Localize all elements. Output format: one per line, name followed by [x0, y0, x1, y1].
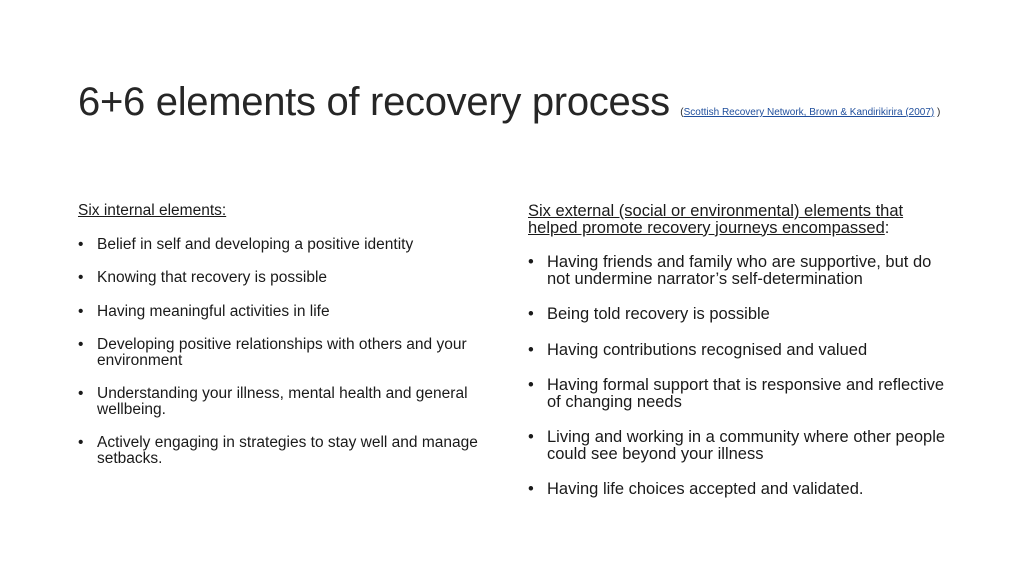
list-item: • Living and working in a community where other people could see beyond your illness — [528, 429, 948, 462]
internal-elements-column — [78, 203, 503, 484]
citation-close: ) — [934, 107, 941, 118]
list-item: • Knowing that recovery is possible — [78, 270, 503, 286]
slide-title — [78, 80, 940, 125]
citation — [680, 107, 940, 118]
internal-elements-heading: Six internal elements: — [78, 202, 227, 219]
citation-open: ( — [680, 107, 684, 118]
list-item: • Actively engaging in strategies to stay well and manage setbacks. — [78, 435, 503, 466]
list-item: • Being told recovery is possible — [528, 306, 948, 323]
list-item: • Having formal support that is responsive and reflective of changing needs — [528, 377, 948, 410]
list-item: • Having meaningful activities in life — [78, 304, 503, 320]
list-item: • Having contributions recognised and valued — [528, 342, 948, 359]
internal-elements-list — [78, 237, 503, 467]
external-elements-heading — [528, 203, 948, 236]
list-item: • Having life choices accepted and validated. — [528, 481, 948, 498]
external-heading-colon: : — [884, 218, 890, 237]
title-text: 6+6 elements of recovery process — [78, 80, 670, 124]
list-item: • Understanding your illness, mental health and general wellbeing. — [78, 386, 503, 417]
citation-link[interactable]: Scottish Recovery Network, Brown & Kandirikirira (2007) — [683, 107, 935, 118]
list-item: • Having friends and family who are supportive, but do not undermine narrator’s self-determination — [528, 254, 948, 287]
list-item: • Developing positive relationships with others and your environment — [78, 337, 503, 368]
external-elements-list — [528, 254, 948, 498]
external-elements-column — [528, 203, 948, 517]
external-heading-text: Six external (social or environmental) elements that helped promote recovery journeys encompassed — [528, 202, 904, 237]
list-item: • Belief in self and developing a positive identity — [78, 237, 503, 253]
